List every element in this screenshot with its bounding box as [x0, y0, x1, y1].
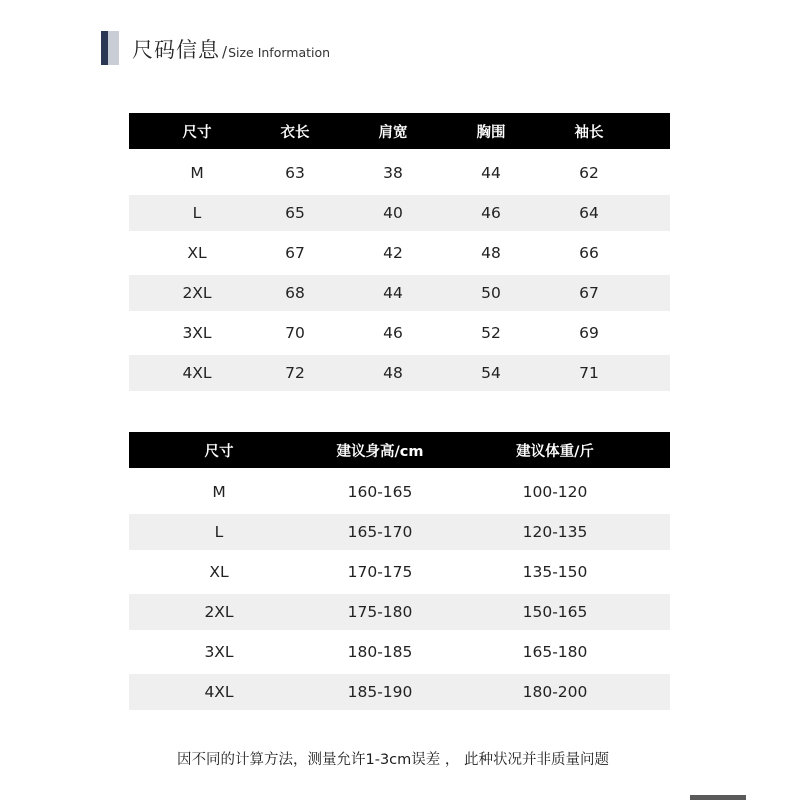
cell-size: 3XL [204, 643, 234, 661]
table-row [129, 672, 670, 712]
title-main: 尺码信息 [132, 38, 220, 62]
column-header-shoulder: 肩宽 [378, 124, 408, 141]
cell-shoulder: 38 [383, 164, 403, 182]
cell-chest: 46 [481, 204, 501, 222]
table-row [129, 552, 670, 592]
column-header-height: 建议身高/cm [336, 443, 424, 460]
cell-length: 67 [285, 244, 305, 262]
table-row [129, 313, 670, 353]
cell-size: M [190, 164, 204, 182]
cell-size: 2XL [204, 603, 234, 621]
cell-chest: 52 [481, 324, 501, 342]
cell-height: 180-185 [347, 643, 413, 661]
cell-length: 65 [285, 204, 305, 222]
column-header-chest: 胸围 [476, 124, 506, 141]
cell-weight: 165-180 [522, 643, 588, 661]
cell-sleeve: 62 [579, 164, 599, 182]
cell-chest: 50 [481, 284, 501, 302]
cell-chest: 54 [481, 364, 501, 382]
cell-shoulder: 40 [383, 204, 403, 222]
fit-recommendation-table [129, 432, 670, 712]
cell-height: 170-175 [347, 563, 413, 581]
cell-shoulder: 48 [383, 364, 403, 382]
cell-size: M [212, 483, 226, 501]
cell-height: 185-190 [347, 683, 413, 701]
cell-sleeve: 64 [579, 204, 599, 222]
cell-size: L [192, 204, 202, 222]
cell-weight: 150-165 [522, 603, 588, 621]
cell-shoulder: 42 [383, 244, 403, 262]
corner-decoration [690, 795, 746, 800]
table-row [129, 353, 670, 393]
cell-chest: 48 [481, 244, 501, 262]
table-row [129, 233, 670, 273]
cell-shoulder: 44 [383, 284, 403, 302]
cell-size: 2XL [182, 284, 212, 302]
table-row [129, 512, 670, 552]
size-measurement-table [129, 113, 670, 393]
measurement-disclaimer: 因不同的计算方法，测量允许1-3cm误差 ， 此种状况并非质量问题 [177, 752, 609, 768]
table-header-row [129, 113, 670, 149]
cell-chest: 44 [481, 164, 501, 182]
cell-length: 68 [285, 284, 305, 302]
cell-height: 175-180 [347, 603, 413, 621]
accent-bar-dark [101, 31, 108, 65]
title-subtitle: Size Information [228, 45, 331, 60]
cell-size: 3XL [182, 324, 212, 342]
column-header-sleeve: 袖长 [574, 124, 604, 141]
cell-length: 63 [285, 164, 305, 182]
cell-size: XL [187, 244, 207, 262]
table-row [129, 153, 670, 193]
column-header-weight: 建议体重/斤 [516, 443, 594, 460]
table-row [129, 273, 670, 313]
table-row [129, 472, 670, 512]
cell-size: XL [209, 563, 229, 581]
cell-sleeve: 69 [579, 324, 599, 342]
table-row [129, 632, 670, 672]
cell-weight: 180-200 [522, 683, 588, 701]
cell-sleeve: 66 [579, 244, 599, 262]
column-header-length: 衣长 [280, 124, 310, 141]
cell-length: 72 [285, 364, 305, 382]
cell-height: 165-170 [347, 523, 413, 541]
title-separator: / [222, 43, 228, 61]
cell-weight: 135-150 [522, 563, 588, 581]
cell-weight: 100-120 [522, 483, 588, 501]
accent-bar-light [108, 31, 119, 65]
cell-length: 70 [285, 324, 305, 342]
column-header-size: 尺寸 [204, 443, 234, 460]
cell-sleeve: 67 [579, 284, 599, 302]
title-accent-bar [101, 31, 119, 65]
cell-size: L [214, 523, 224, 541]
column-header-size: 尺寸 [182, 124, 212, 141]
table-row [129, 592, 670, 632]
cell-sleeve: 71 [579, 364, 599, 382]
cell-shoulder: 46 [383, 324, 403, 342]
cell-size: 4XL [182, 364, 212, 382]
table-row [129, 193, 670, 233]
cell-weight: 120-135 [522, 523, 588, 541]
cell-size: 4XL [204, 683, 234, 701]
page-title [132, 34, 330, 64]
table-header-row [129, 432, 670, 468]
cell-height: 160-165 [347, 483, 413, 501]
